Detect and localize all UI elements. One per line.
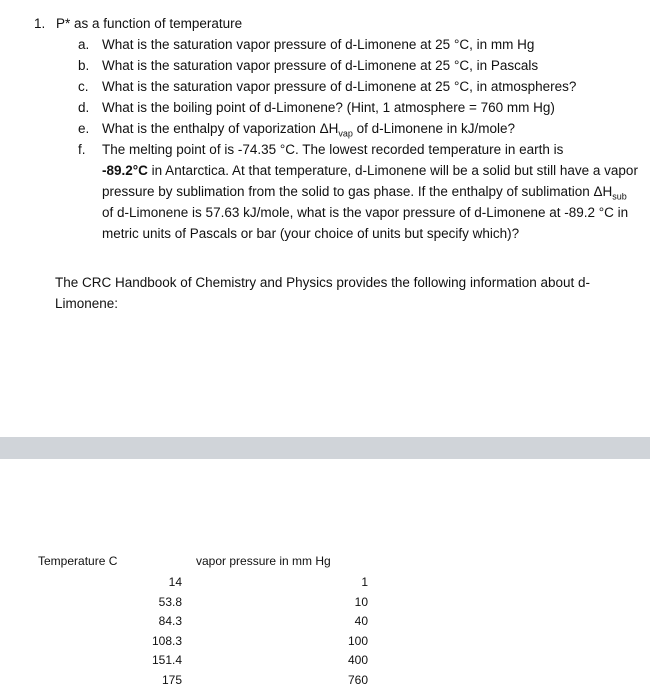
- subscript-sub: sub: [612, 191, 627, 202]
- cell-vapor-pressure: 760: [347, 672, 368, 687]
- cell-temperature: 53.8: [158, 594, 182, 609]
- item-text: What is the saturation vapor pressure of d-Limonene at 25 °C, in atmospheres?: [102, 79, 577, 94]
- table-row: [0, 593, 650, 613]
- table-row: [0, 671, 650, 691]
- cell-temperature: 175: [161, 672, 182, 687]
- table-row: [0, 612, 650, 632]
- table-row: [0, 651, 650, 671]
- item-text-post: of d-Limonene in kJ/mole?: [352, 121, 515, 136]
- cell-temperature: 151.4: [151, 653, 182, 668]
- question-header: [34, 14, 242, 34]
- cell-vapor-pressure: 40: [354, 614, 368, 629]
- table-body: [0, 573, 650, 691]
- list-item: [78, 118, 640, 139]
- question-number: 1.: [34, 16, 46, 31]
- cell-vapor-pressure: 400: [347, 653, 368, 668]
- item-letter: b.: [78, 58, 90, 73]
- item-letter: f.: [78, 142, 86, 157]
- cell-vapor-pressure: 1: [361, 575, 368, 589]
- item-text-part1: The melting point of is -74.35 °C. The lowest recorded temperature in earth is: [102, 142, 564, 157]
- divider-band: [0, 437, 650, 459]
- item-text-part3: of d-Limonene is 57.63 kJ/mole, what is the vapor pressure of d-Limonene at -89.2 °C in metric units of Pascals or bar (your choice of units but specify which)?: [102, 205, 629, 241]
- item-letter: d.: [78, 100, 90, 115]
- bold-temperature: -89.2°C: [102, 163, 148, 178]
- item-letter: c.: [78, 79, 89, 94]
- column-header-temperature: Temperature C: [38, 554, 118, 568]
- subscript-vap: vap: [338, 128, 353, 139]
- item-letter: e.: [78, 121, 90, 136]
- item-text: [102, 139, 640, 244]
- question-title: P* as a function of temperature: [56, 16, 243, 31]
- crc-paragraph: The CRC Handbook of Chemistry and Physics provides the following information about d-Limonene:: [55, 275, 591, 311]
- table-row: [0, 573, 650, 593]
- list-item: [78, 76, 640, 97]
- list-item: [78, 139, 640, 244]
- list-item: [78, 34, 640, 55]
- item-text-pre: What is the enthalpy of vaporization ΔH: [102, 121, 339, 136]
- item-text: What is the saturation vapor pressure of d-Limonene at 25 °C, in mm Hg: [102, 37, 535, 52]
- item-text: [102, 118, 640, 139]
- cell-vapor-pressure: 100: [347, 633, 368, 648]
- cell-temperature: 14: [168, 575, 182, 589]
- column-header-vapor-pressure: vapor pressure in mm Hg: [196, 554, 331, 568]
- list-item: [78, 55, 640, 76]
- item-text-part2: in Antarctica. At that temperature, d-Limonene will be a solid but still have a vapor pressure by sublimation from the solid to gas phase. If the enthalpy of sublimation ΔH: [102, 163, 638, 199]
- item-text: What is the saturation vapor pressure of d-Limonene at 25 °C, in Pascals: [102, 58, 539, 73]
- cell-temperature: 84.3: [158, 614, 182, 629]
- item-letter: a.: [78, 37, 90, 52]
- cell-temperature: 108.3: [151, 633, 182, 648]
- question-items: [78, 34, 640, 244]
- table-row: [0, 632, 650, 652]
- cell-vapor-pressure: 10: [354, 594, 368, 609]
- item-text: What is the boiling point of d-Limonene? (Hint, 1 atmosphere = 760 mm Hg): [102, 100, 555, 115]
- list-item: [78, 97, 640, 118]
